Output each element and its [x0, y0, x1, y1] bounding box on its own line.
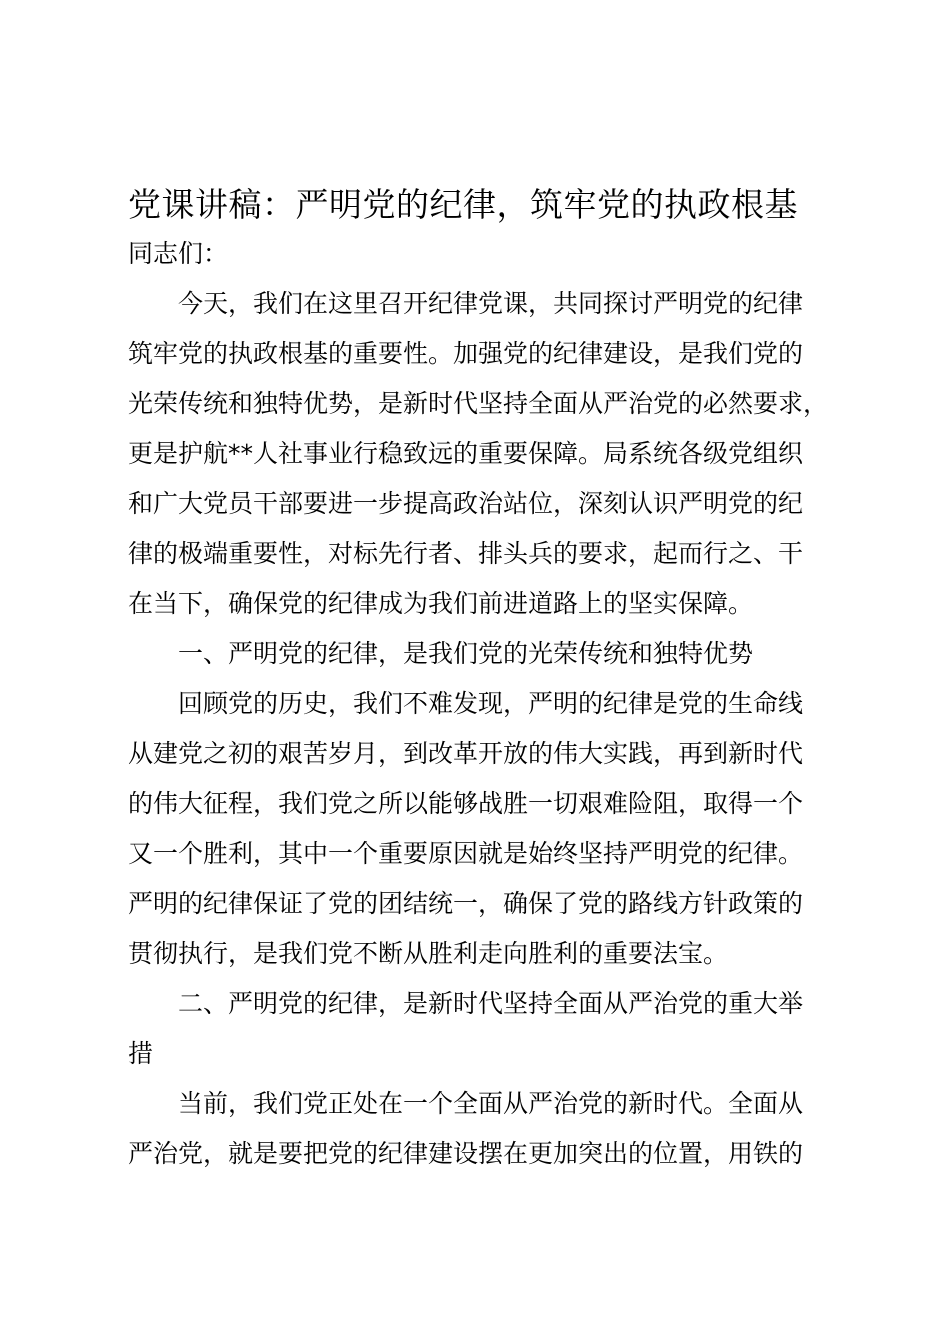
paragraph-line: 回顾党的历史，我们不难发现，严明的纪律是党的生命线: [178, 689, 804, 718]
paragraph-line: 光荣传统和独特优势，是新时代坚持全面从严治党的必然要求，: [128, 389, 829, 418]
paragraph-line: 当前，我们党正处在一个全面从严治党的新时代。全面从: [178, 1089, 804, 1118]
greeting: 同志们：: [128, 239, 229, 268]
paragraph-line: 更是护航**人社事业行稳致远的重要保障。局系统各级党组织: [128, 439, 804, 468]
document-title: 党课讲稿：严明党的纪律，筑牢党的执政根基: [128, 185, 798, 224]
paragraph-line: 筑牢党的执政根基的重要性。加强党的纪律建设，是我们党的: [128, 339, 804, 368]
paragraph-line: 今天，我们在这里召开纪律党课，共同探讨严明党的纪律: [178, 289, 804, 318]
paragraph-line: 又一个胜利，其中一个重要原因就是始终坚持严明党的纪律。: [128, 839, 804, 868]
paragraph-line: 在当下，确保党的纪律成为我们前进道路上的坚实保障。: [128, 589, 754, 618]
paragraph-line: 的伟大征程，我们党之所以能够战胜一切艰难险阻，取得一个: [128, 789, 804, 818]
paragraph-line: 从建党之初的艰苦岁月，到改革开放的伟大实践，再到新时代: [128, 739, 804, 768]
section-heading-continued: 措: [128, 1039, 154, 1068]
section-heading: 二、严明党的纪律，是新时代坚持全面从严治党的重大举: [178, 989, 804, 1018]
paragraph-line: 和广大党员干部要进一步提高政治站位，深刻认识严明党的纪: [128, 489, 804, 518]
paragraph-line: 严明的纪律保证了党的团结统一，确保了党的路线方针政策的: [128, 889, 804, 918]
paragraph-line: 严治党，就是要把党的纪律建设摆在更加突出的位置，用铁的: [128, 1139, 804, 1168]
section-heading: 一、严明党的纪律，是我们党的光荣传统和独特优势: [178, 639, 754, 668]
paragraph-line: 贯彻执行，是我们党不断从胜利走向胜利的重要法宝。: [128, 939, 729, 968]
paragraph-line: 律的极端重要性，对标先行者、排头兵的要求，起而行之、干: [128, 539, 804, 568]
